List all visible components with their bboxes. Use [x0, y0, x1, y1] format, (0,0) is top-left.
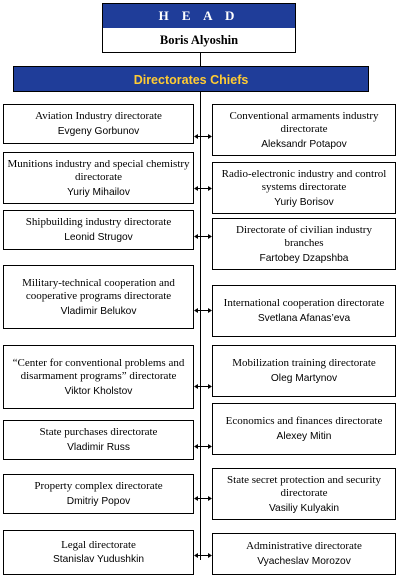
left-directorate-box-state-purchases: [3, 420, 194, 460]
directorate-title: State purchases directorate: [39, 426, 158, 439]
directorate-chief: Yuriy Mihailov: [67, 186, 130, 198]
right-directorate-box-civilian-industry: [212, 218, 396, 270]
head-name: Boris Alyoshin: [159, 33, 239, 47]
directorate-chief: Leonid Strugov: [64, 231, 133, 243]
directorates-chiefs-bar: Directorates Chiefs: [13, 66, 369, 92]
bidirectional-arrow-icon: [194, 442, 212, 451]
directorate-chief: Fartobey Dzapshba: [259, 252, 349, 264]
directorate-title: Mobilization training directorate: [232, 357, 376, 370]
right-directorate-box-state-secret-protection: [212, 468, 396, 520]
left-directorate-box-legal: [3, 530, 194, 575]
directorate-title: Military-technical cooperation and cooperative programs directorate: [22, 276, 175, 302]
directorate-title: Radio-electronic industry and control systems directorate: [221, 167, 387, 193]
directorate-chief: Aleksandr Potapov: [261, 138, 347, 150]
directorate-chief: Viktor Kholstov: [64, 385, 133, 397]
directorate-title: Shipbuilding industry directorate: [25, 216, 172, 229]
directorate-chief: Dmitriy Popov: [66, 495, 131, 507]
directorate-chief: Yuriy Borisov: [274, 196, 334, 208]
right-directorate-box-conventional-armaments: [212, 104, 396, 156]
head-box: [102, 3, 296, 53]
directorate-title: Directorate of civilian industry branches: [236, 223, 372, 249]
directorate-chief: Vladimir Belukov: [60, 305, 137, 317]
directorate-title: Legal directorate: [61, 538, 136, 551]
directorate-chief: Vyacheslav Morozov: [257, 555, 351, 567]
directorate-title: State secret protection and security directorate: [227, 473, 381, 499]
directorate-title: Administrative directorate: [246, 540, 362, 553]
directorate-title: International cooperation directorate: [223, 297, 385, 310]
right-directorate-box-administrative: [212, 533, 396, 575]
right-directorate-box-mobilization-training: [212, 345, 396, 397]
directorate-chief: Vasiliy Kulyakin: [268, 502, 340, 514]
directorate-title: “Center for conventional problems and disarmament programs” directorate: [12, 356, 185, 382]
directorate-chief: Vladimir Russ: [67, 441, 130, 453]
left-directorate-box-property-complex: [3, 474, 194, 514]
directorate-chief: Evgeny Gorbunov: [57, 125, 140, 137]
right-directorate-box-international-cooperation: [212, 285, 396, 337]
directorate-chief: Stanislav Yudushkin: [53, 554, 144, 566]
bidirectional-arrow-icon: [194, 184, 212, 193]
bidirectional-arrow-icon: [194, 132, 212, 141]
directorate-title: Economics and finances directorate: [225, 415, 383, 428]
bidirectional-arrow-icon: [194, 306, 212, 315]
directorate-title: Munitions industry and special chemistry directorate: [7, 157, 190, 183]
bidirectional-arrow-icon: [194, 232, 212, 241]
left-directorate-box-shipbuilding: [3, 210, 194, 250]
directorate-chief: Svetlana Afanas’eva: [257, 312, 351, 324]
left-directorate-box-aviation: [3, 104, 194, 144]
directorate-chief: Oleg Martynov: [270, 372, 338, 384]
right-directorate-box-economics-finances: [212, 403, 396, 455]
directorate-chief: Alexey Mitin: [276, 430, 332, 442]
directorate-title: Property complex directorate: [34, 480, 163, 493]
left-directorate-box-center-conventional: [3, 345, 194, 409]
left-directorate-box-military-technical: [3, 265, 194, 329]
directorate-title: Aviation Industry directorate: [35, 110, 162, 123]
head-title: H E A D: [103, 4, 295, 28]
bidirectional-arrow-icon: [194, 494, 212, 503]
bidirectional-arrow-icon: [194, 551, 212, 560]
left-directorate-box-munitions: [3, 152, 194, 204]
head-connector-line: [200, 53, 201, 66]
bidirectional-arrow-icon: [194, 382, 212, 391]
directorate-title: Conventional armaments industry directorate: [229, 109, 379, 135]
central-spine-line: [200, 92, 201, 560]
right-directorate-box-radio-electronic: [212, 162, 396, 214]
